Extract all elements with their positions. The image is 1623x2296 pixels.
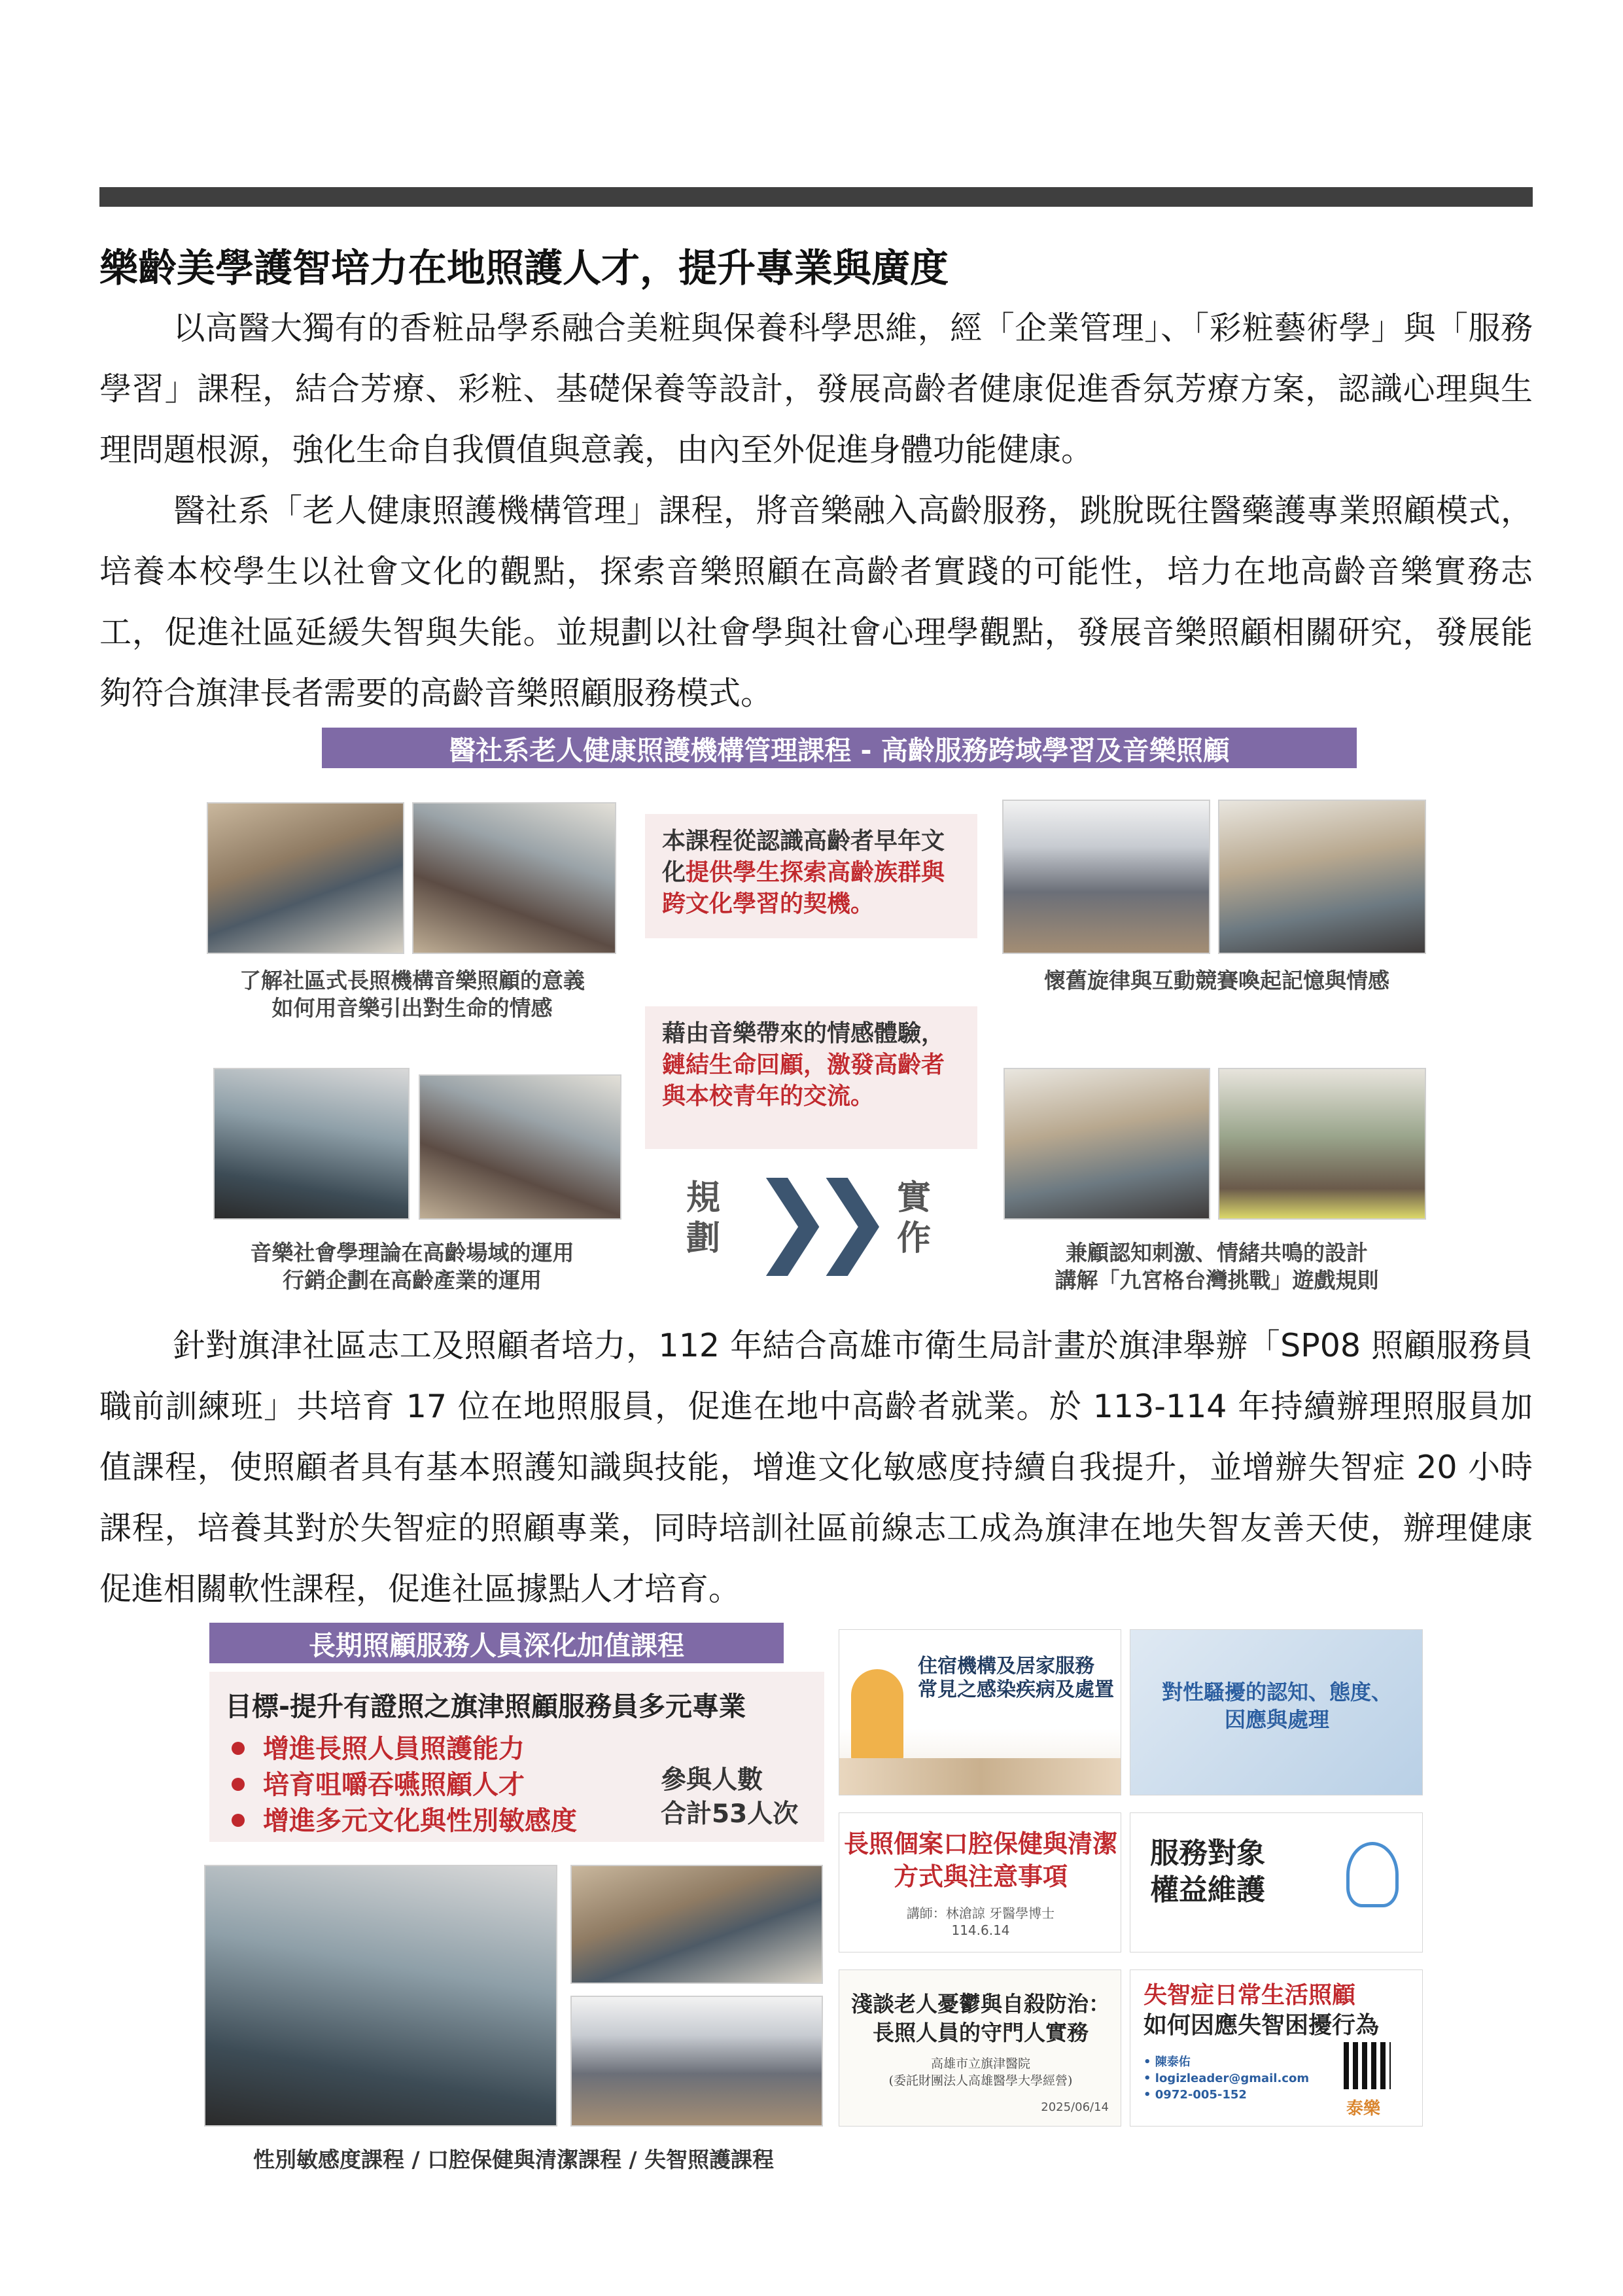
paragraph-cosmetics xyxy=(99,298,1533,480)
caption-top-left xyxy=(196,967,628,1022)
goal-box xyxy=(209,1672,824,1842)
photo-elderly-activity xyxy=(1003,1068,1210,1220)
goal-text: 增進多元文化與性別敏感度 xyxy=(263,1806,577,1836)
bullet-icon xyxy=(232,1814,245,1827)
slide-subtitle xyxy=(839,2055,1121,2089)
photo-classroom-1 xyxy=(207,802,404,954)
bullet-icon xyxy=(232,1742,245,1755)
contact-line: • logizleader@gmail.com xyxy=(1143,2072,1310,2085)
goal-item xyxy=(225,1731,809,1767)
goal-title: 目標-提升有證照之旗津照顧服務員多元專業 xyxy=(225,1691,746,1722)
slide-title-line: 因應與處理 xyxy=(1224,1707,1329,1732)
slide-title-line: 方式與注意事項 xyxy=(893,1862,1068,1891)
photo-game-screen xyxy=(1002,800,1210,954)
paragraph-text: 以高醫大獨有的香粧品學系融合美粧與保養科學思維，經「企業管理」、「彩粧藝術學」與「服務學習」課程，結合芳療、彩粧、基礎保養等設計，發展高齡者健康促進香氛芳療方案，認識心理與生理問題根源，強化生命自我價值與意義，由內至外促進身體功能健康。 xyxy=(99,309,1533,468)
label-practice xyxy=(891,1178,937,1259)
slide-title xyxy=(918,1655,1114,1702)
box-highlight: 鏈結生命回顧，激發高齡者與本校青年的交流。 xyxy=(662,1051,945,1110)
slide-title-line: 失智症日常生活照顧 xyxy=(1143,1982,1356,2009)
qr-code-icon xyxy=(1344,2042,1391,2089)
box-highlight: 提供學生探索高齡族群與跨文化學習的契機。 xyxy=(662,859,945,917)
goal-text: 培育咀嚼吞嚥照顧人才 xyxy=(263,1770,525,1800)
slide-title-line: 對性騷擾的認知、態度、 xyxy=(1161,1680,1392,1704)
info-box-2 xyxy=(645,1006,977,1149)
slide-subtitle xyxy=(839,1905,1121,1939)
section-heading: 樂齡美學護智培力在地照護人才，提升專業與廣度 xyxy=(99,245,949,291)
goal-text: 增進長照人員照護能力 xyxy=(263,1734,525,1764)
photo-dementia-course xyxy=(570,1996,823,2127)
caption-bottom-right xyxy=(994,1239,1439,1294)
paragraph-text: 針對旗津社區志工及照顧者培力，112 年結合高雄市衛生局計畫於旗津舉辦「SP08 照顧服務員職前訓練班」共培育 17 位在地照服員，促進在地中高齡者就業。於 113-114 年持續辦理照服員加值課程，使照顧者具有基本照護知識與技能，增進文化敏感度持續自我提升，並增辦失智症 20 小時課程，培養其對於失智症的照顧專業，同時培訓社區前線志工成為旗津在地失智友善天使，辦理健康促進相關軟性課程，促進社區據點人才培育。 xyxy=(99,1327,1533,1608)
caregiver-illustration-icon xyxy=(851,1669,903,1761)
slide-title xyxy=(1143,1981,1379,2041)
participants xyxy=(661,1763,798,1831)
label-char: 作 xyxy=(896,1219,931,1258)
contact-line: • 陳泰佑 xyxy=(1143,2055,1191,2069)
top-rule xyxy=(99,187,1533,207)
photo-classroom-2 xyxy=(412,802,616,954)
slide-oral-care xyxy=(839,1812,1121,1952)
slide-title-line: 常見之感染疾病及處置 xyxy=(918,1678,1114,1701)
slide-infection xyxy=(839,1629,1121,1795)
figure1-banner: 醫社系老人健康照護機構管理課程 - 高齡服務跨域學習及音樂照顧 xyxy=(322,728,1357,768)
photo-gender-course xyxy=(204,1865,557,2127)
lightbulb-icon xyxy=(1346,1842,1399,1907)
label-planning xyxy=(680,1178,726,1259)
label-char: 劃 xyxy=(686,1219,720,1258)
caption-line: 音樂社會學理論在高齡場域的運用 xyxy=(250,1240,574,1265)
caption-line: 如何用音樂引出對生命的情感 xyxy=(271,995,553,1021)
label-char: 規 xyxy=(686,1178,720,1218)
photo-lecture-room xyxy=(419,1074,621,1220)
slide-harassment xyxy=(1130,1629,1423,1795)
slide-title-line: 權益維護 xyxy=(1150,1873,1265,1907)
slide-title-line: 如何因應失智困擾行為 xyxy=(1143,2012,1380,2039)
slide-title xyxy=(1150,1835,1265,1909)
participants-label: 參與人數 xyxy=(661,1765,763,1795)
caption-line: 了解社區式長照機構音樂照顧的意義 xyxy=(239,968,585,993)
slide-contact xyxy=(1143,2054,1309,2103)
slide-depression xyxy=(839,1969,1121,2127)
paragraph-text: 醫社系「老人健康照護機構管理」課程，將音樂融入高齡服務，跳脫既往醫藥護專業照顧模式，培養本校學生以社會文化的觀點，探索音樂照顧在高齡者實踐的可能性，培力在地高齡音樂實務志工，促進社區延緩失智與失能。並規劃以社會學與社會心理學觀點，發展音樂照顧相關研究，發展能夠符合旗津長者需要的高齡音樂照顧服務模式。 xyxy=(99,492,1533,712)
slide-footer-band xyxy=(839,1758,1121,1795)
slide-sub-line: (委託財團法人高雄醫學大學經營) xyxy=(888,2074,1073,2088)
photo-oral-care xyxy=(570,1865,823,1984)
slide-sub-line: 114.6.14 xyxy=(951,1922,1010,1938)
slide-title-line: 長照個案口腔保健與清潔 xyxy=(843,1829,1117,1858)
slide-sub-line: 高雄市立旗津醫院 xyxy=(930,2057,1030,2071)
bullet-icon xyxy=(232,1778,245,1791)
label-char: 實 xyxy=(896,1178,931,1218)
box-text: 本課程從認識高齡者早年文化 xyxy=(662,828,945,886)
slide-title-line: 長照人員的守門人實務 xyxy=(873,2020,1089,2045)
paragraph-music-care xyxy=(99,480,1533,724)
paragraph-caregiver-training xyxy=(99,1315,1533,1619)
caption-line: 講解「九宮格台灣挑戰」遊戲規則 xyxy=(1055,1267,1379,1293)
slide-title-line: 住宿機構及居家服務 xyxy=(918,1655,1094,1678)
slide-title xyxy=(839,1828,1121,1893)
chevron-right-icon: ❯❯ xyxy=(751,1162,871,1276)
photo-grid-game xyxy=(1218,1068,1426,1220)
photo-audience xyxy=(1218,800,1426,954)
caption-top-right: 懷舊旋律與互動競賽喚起記憶與情感 xyxy=(1044,968,1389,993)
figure2-caption: 性別敏感度課程 / 口腔保健與清潔課程 / 失智照護課程 xyxy=(253,2147,775,2172)
brand-logo: 泰樂 xyxy=(1346,2099,1381,2119)
figure2-banner: 長期照顧服務人員深化加值課程 xyxy=(209,1623,784,1663)
photo-presentation xyxy=(213,1068,410,1220)
slide-date: 2025/06/14 xyxy=(1041,2100,1109,2114)
caption-line: 行銷企劃在高齡產業的運用 xyxy=(283,1267,542,1293)
slide-rights xyxy=(1130,1812,1423,1952)
info-box-1 xyxy=(645,814,977,938)
slide-title-line: 服務對象 xyxy=(1150,1837,1265,1870)
participants-total: 合計53人次 xyxy=(661,1799,799,1829)
box-text: 藉由音樂帶來的情感體驗， xyxy=(662,1020,945,1047)
slide-sub-line: 講師：林滄諒 牙醫學博士 xyxy=(906,1905,1055,1921)
slide-dementia xyxy=(1130,1969,1423,2127)
slide-title xyxy=(839,1990,1121,2047)
contact-line: • 0972-005-152 xyxy=(1143,2088,1247,2102)
slide-title xyxy=(1130,1678,1423,1733)
caption-bottom-left xyxy=(196,1239,628,1294)
slide-title-line: 淺談老人憂鬱與自殺防治： xyxy=(851,1991,1110,2017)
caption-line: 兼顧認知刺激、情緒共鳴的設計 xyxy=(1066,1240,1368,1265)
